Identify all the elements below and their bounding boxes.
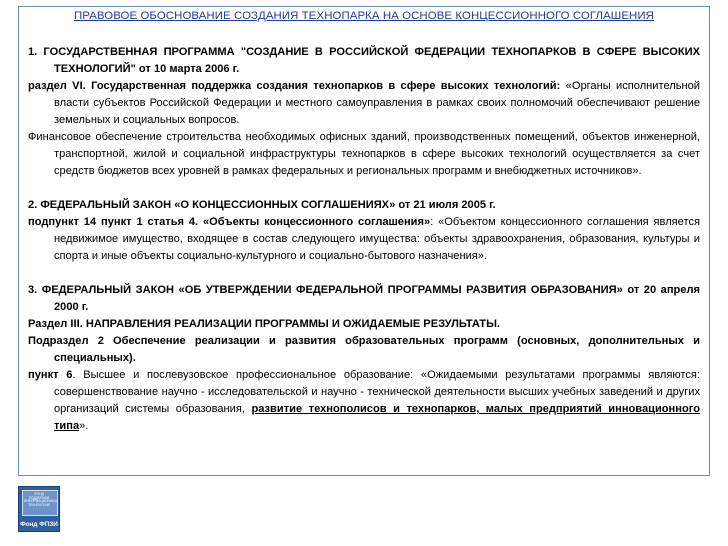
section2-p1-bold: подпункт 14 пункт 1 статья 4. «Объекты концессионного соглашения»: [28, 216, 431, 228]
section3-subheading1: Раздел III. НАПРАВЛЕНИЯ РЕАЛИЗАЦИИ ПРОГРАММЫ И ОЖИДАЕМЫЕ РЕЗУЛЬТАТЫ.: [28, 318, 501, 330]
section2-p1-text: : «Объектом концессионного соглашения является недвижимое имущество, входящее в состав следующего имущества: объекты здравоохранения, образования, культуры и спорта и иные объекты социально-культурного и социально-бытового назначения».: [54, 216, 700, 262]
section3-end: ».: [79, 420, 89, 432]
section3-highlight: развитие технополисов и технопарков, малых предприятий инновационного типа: [54, 403, 700, 432]
section1-p1-bold: раздел VI. Государственная поддержка создания технопарков в сфере высоких технологий:: [28, 80, 561, 92]
document-body: [28, 44, 700, 435]
section3-lead: пункт 6: [28, 369, 73, 381]
section1-paragraph2: Финансовое обеспечение строительства необходимых офисных зданий, производственных помещений, объектов инженерной, транспортной, жилой и социальной инфраструктуры технопарков в сфере высоких технологий осуществляется за счет средств бюджетов всех уровней в рамках федеральных и региональных программ и внебюджетных источников».: [28, 131, 700, 177]
section3-paragraph: [28, 367, 700, 435]
section1-paragraph1: [28, 78, 700, 129]
section3-text: . Высшее и послевузовское профессиональное образование: «Ожидаемыми результатами программы являются: совершенствование научно - исследовательской и научно - технической деятельности высших учебных заведений и других организаций системы образования,: [54, 369, 700, 415]
section3-heading: 3. ФЕДЕРАЛЬНЫЙ ЗАКОН «ОБ УТВЕРЖДЕНИИ ФЕДЕРАЛЬНОЙ ПРОГРАММЫ РАЗВИТИЯ ОБРАЗОВАНИЯ» от 20 апреля 2000 г.: [28, 284, 700, 313]
section3-subheading2: Подраздел 2 Обеспечение реализации и развития образовательных программ (основных, дополнительных и специальных).: [28, 335, 700, 364]
section1-p1-text: «Органы исполнительной власти субъектов Российской Федерации и местного самоуправления в рамках своих полномочий обеспечивают решение земельных и социальных вопросов.: [54, 80, 700, 126]
section2-paragraph1: [28, 214, 700, 265]
page-title: ПРАВОВОЕ ОБОСНОВАНИЕ СОЗДАНИЯ ТЕХНОПАРКА НА ОСНОВЕ КОНЦЕССИОННОГО СОГЛАШЕНИЯ: [74, 10, 654, 22]
fund-logo: [18, 486, 60, 532]
logo-microtext: ФОНД ПОДДЕРЖКИ ИНФОРМАЦИОННЫХ ТЕХНОЛОГИЙ: [24, 492, 58, 507]
section2-heading: 2. ФЕДЕРАЛЬНЫЙ ЗАКОН «О КОНЦЕССИОННЫХ СОГЛАШЕНИЯХ» от 21 июля 2005 г.: [28, 199, 496, 211]
logo-caption: Фонд ФПЗИ: [20, 521, 58, 528]
section1-heading: 1. ГОСУДАРСТВЕННАЯ ПРОГРАММА "СОЗДАНИЕ В РОССИЙСКОЙ ФЕДЕРАЦИИ ТЕХНОПАРКОВ В СФЕРЕ ВЫСОКИХ ТЕХНОЛОГИЙ" от 10 марта 2006 г.: [28, 46, 700, 75]
